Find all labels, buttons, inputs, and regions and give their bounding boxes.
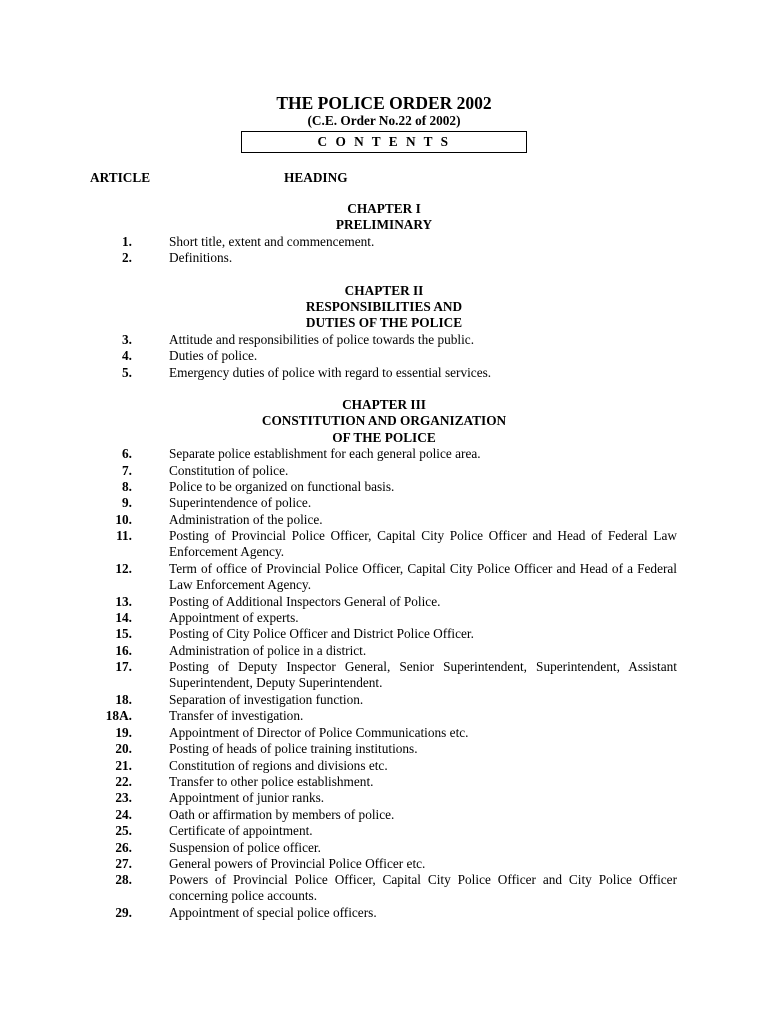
column-header-article: ARTICLE: [90, 170, 151, 185]
article-heading: Police to be organized on functional basis.: [169, 479, 395, 494]
article-number: 16.: [115, 643, 132, 658]
chapter-3-title-line-2: OF THE POLICE: [332, 430, 436, 445]
article-number: 17.: [115, 659, 132, 674]
chapter-1-number: CHAPTER I: [347, 201, 421, 216]
article-heading: Separation of investigation function.: [169, 692, 364, 707]
article-heading: Constitution of police.: [169, 463, 289, 478]
article-number: 26.: [115, 840, 132, 855]
article-number: 23.: [115, 790, 132, 805]
article-heading: Certificate of appointment.: [169, 823, 313, 838]
article-heading: Powers of Provincial Police Officer, Capital City Police Officer and City Police Officer concerning police accounts.: [169, 872, 677, 904]
article-heading: Short title, extent and commencement.: [169, 234, 375, 249]
article-heading: Attitude and responsibilities of police towards the public.: [169, 332, 475, 347]
article-number: 22.: [115, 774, 132, 789]
article-number: 25.: [115, 823, 132, 838]
article-number: 21.: [115, 758, 132, 773]
article-number: 13.: [115, 594, 132, 609]
article-heading: Emergency duties of police with regard to essential services.: [169, 365, 492, 380]
article-number: 15.: [115, 626, 132, 641]
article-number: 18A.: [105, 708, 132, 723]
article-heading: Appointment of Director of Police Communications etc.: [169, 725, 469, 740]
article-number: 1.: [122, 234, 132, 249]
article-heading: General powers of Provincial Police Officer etc.: [169, 856, 426, 871]
article-number: 24.: [115, 807, 132, 822]
article-heading: Appointment of experts.: [169, 610, 299, 625]
article-number: 29.: [115, 905, 132, 920]
article-heading: Transfer to other police establishment.: [169, 774, 374, 789]
article-heading: Posting of Provincial Police Officer, Capital City Police Officer and Head of Federal Law Enforcement Agency.: [169, 528, 677, 560]
chapter-3-title-line-1: CONSTITUTION AND ORGANIZATION: [261, 413, 507, 428]
document-title: THE POLICE ORDER 2002: [276, 93, 492, 113]
article-number: 20.: [115, 741, 132, 756]
article-heading: Oath or affirmation by members of police.: [169, 807, 395, 822]
article-number: 9.: [122, 495, 132, 510]
article-number: 11.: [116, 528, 132, 543]
article-heading: Term of office of Provincial Police Officer, Capital City Police Officer and Head of a Federal Law Enforcement Agency.: [169, 561, 677, 593]
article-number: 12.: [115, 561, 132, 576]
article-number: 5.: [122, 365, 132, 380]
chapter-2-number: CHAPTER II: [344, 283, 424, 298]
article-heading: Posting of heads of police training institutions.: [169, 741, 418, 756]
article-heading: Constitution of regions and divisions etc.: [169, 758, 388, 773]
article-heading: Superintendence of police.: [169, 495, 312, 510]
article-number: 18.: [115, 692, 132, 707]
article-heading: Definitions.: [169, 250, 233, 265]
chapter-2-title-line-2: DUTIES OF THE POLICE: [305, 315, 463, 330]
article-number: 3.: [122, 332, 132, 347]
article-number: 19.: [115, 725, 132, 740]
article-number: 28.: [115, 872, 132, 887]
article-heading: Duties of police.: [169, 348, 258, 363]
article-number: 4.: [122, 348, 132, 363]
chapter-3-number: CHAPTER III: [342, 397, 426, 412]
article-number: 27.: [115, 856, 132, 871]
article-number: 7.: [122, 463, 132, 478]
article-number: 2.: [122, 250, 132, 265]
chapter-2-title-line-1: RESPONSIBILITIES AND: [305, 299, 463, 314]
article-heading: Appointment of special police officers.: [169, 905, 377, 920]
article-number: 6.: [122, 446, 132, 461]
article-heading: Posting of Additional Inspectors General of Police.: [169, 594, 441, 609]
article-heading: Appointment of junior ranks.: [169, 790, 325, 805]
article-heading: Administration of police in a district.: [169, 643, 367, 658]
article-heading: Administration of the police.: [169, 512, 323, 527]
article-number: 10.: [115, 512, 132, 527]
column-header-heading: HEADING: [284, 170, 348, 185]
contents-heading-box: C O N T E N T S: [241, 131, 527, 153]
document-subtitle: (C.E. Order No.22 of 2002): [307, 113, 461, 128]
article-number: 14.: [115, 610, 132, 625]
article-heading: Transfer of investigation.: [169, 708, 304, 723]
article-heading: Suspension of police officer.: [169, 840, 321, 855]
article-heading: Posting of Deputy Inspector General, Senior Superintendent, Superintendent, Assistant Superintendent, Deputy Superintendent.: [169, 659, 677, 691]
article-number: 8.: [122, 479, 132, 494]
article-heading: Separate police establishment for each general police area.: [169, 446, 481, 461]
article-heading: Posting of City Police Officer and District Police Officer.: [169, 626, 474, 641]
chapter-1-title: PRELIMINARY: [335, 217, 433, 232]
